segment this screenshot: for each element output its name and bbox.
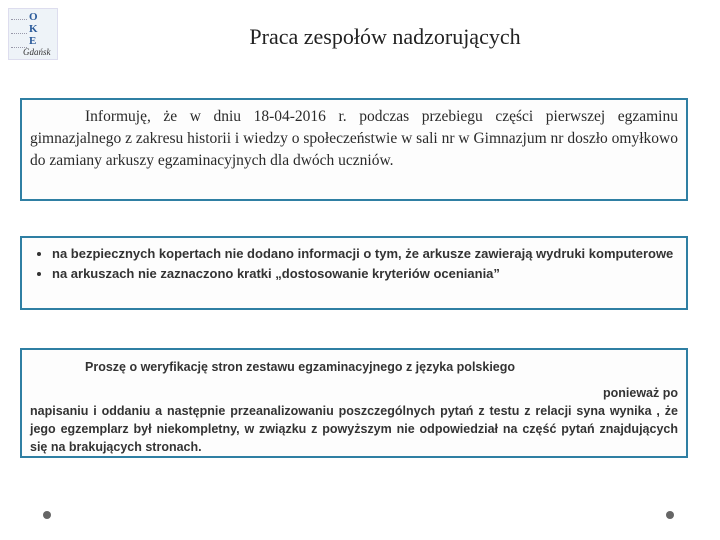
excerpt-fragment: ponieważ po: [603, 386, 678, 400]
scan-excerpt-3: [20, 348, 688, 458]
logo-subtitle: Gdańsk: [23, 47, 51, 57]
excerpt-line: Proszę o weryfikację stron zestawu egzaminacyjnego z języka polskiego: [85, 360, 516, 374]
logo-letter: E: [29, 35, 37, 47]
scan-excerpt-1: [20, 98, 688, 201]
nav-dot: [43, 511, 51, 519]
slide-title: Praca zespołów nadzorujących: [249, 24, 521, 49]
list-item: • na arkuszach nie zaznaczono kratki „dostosowanie kryteriów oceniania”: [52, 264, 678, 284]
excerpt-text: Informuję, że w dniu 18-04-2016 r. podczas przebiegu części pierwszej egzaminu gimnazjalnego z zakresu historii i wiedzy o społeczeństwie w sali nr w Gimnazjum nr doszło omyłkowo do zamiany arkuszy egzaminacyjnych dla dwóch uczniów.: [30, 108, 678, 169]
logo-letter: K: [29, 23, 38, 35]
scan-excerpt-2: [20, 236, 688, 310]
nav-dot: [666, 511, 674, 519]
logo-letter: O: [29, 11, 38, 23]
list-item: • na bezpiecznych kopertach nie dodano informacji o tym, że arkusze zawierają wydruki komputerowe: [52, 244, 678, 264]
excerpt-text: napisaniu i oddaniu a następnie przeanalizowaniu poszczególnych pytań z testu z relacji syna wynika , że jego egzemplarz był niekompletny, w związku z powyższym nie odpowiedział na część pytań znajdujących się na brakujących stronach.: [30, 404, 678, 454]
oke-logo: [8, 8, 58, 60]
